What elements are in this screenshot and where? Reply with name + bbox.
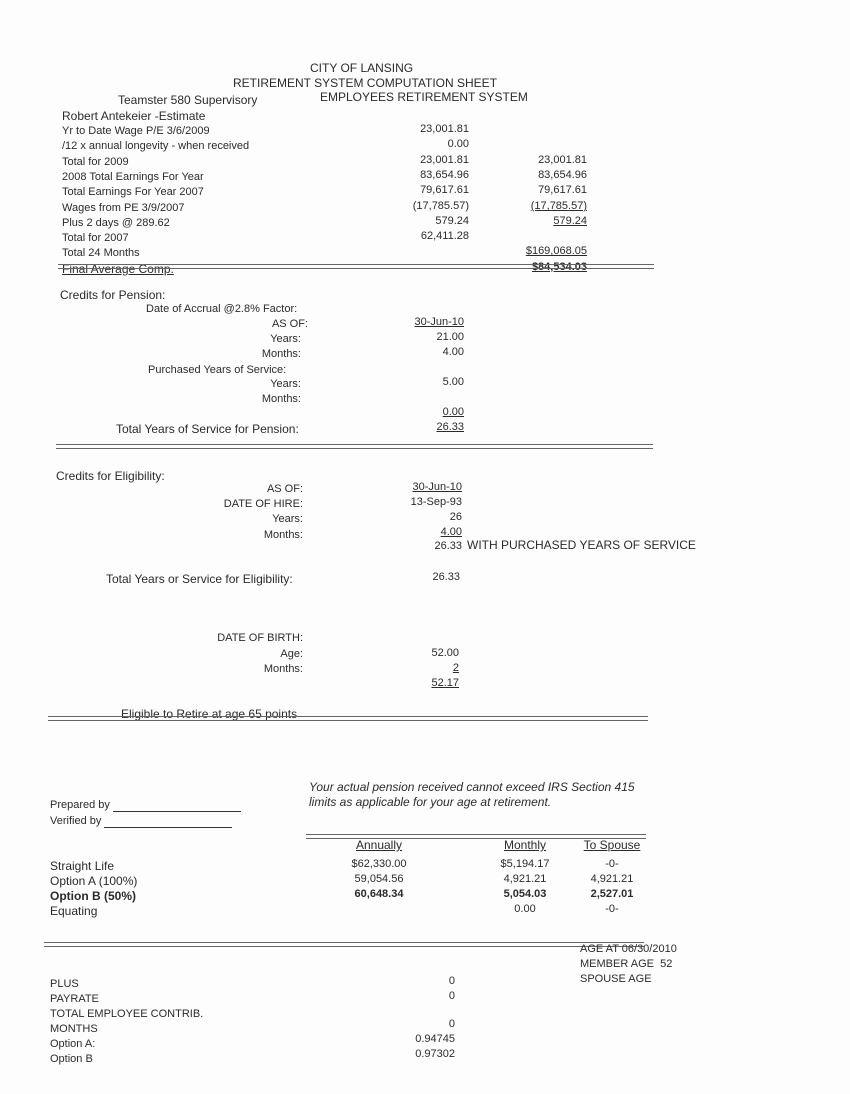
payrate-value: 0 [448,990,455,1002]
option-annual: $62,330.00 [351,858,407,870]
option-b-factor-label: Option B [50,1053,93,1065]
pension-years-label: Years: [270,333,301,345]
earnings-col2: $169,068.05 [525,245,587,257]
age-months-label: Months: [263,663,303,675]
earnings-col2: 83,654.96 [538,169,587,181]
dob-label: DATE OF BIRTH: [217,632,303,644]
divider [44,942,644,947]
earnings-label: Plus 2 days @ 289.62 [62,217,170,229]
option-label: Option B (50%) [50,889,136,903]
options-header: To Spouse [583,838,641,852]
option-label: Straight Life [50,859,115,873]
earnings-col2: $84,534.03 [531,261,587,273]
eligibility-heading: Credits for Eligibility: [56,469,165,483]
pension-months: 4.00 [442,346,464,358]
divider [56,444,653,449]
prepared-by-label: Prepared by [50,799,110,811]
hire-label: DATE OF HIRE: [223,498,303,510]
option-spouse: -0- [605,903,619,915]
elig-with-purchased: 26.33 [434,540,462,552]
employee-name: Robert Antekeier -Estimate [62,109,206,123]
contrib-label: TOTAL EMPLOYEE CONTRIB. [50,1008,204,1020]
elig-asof-label: AS OF: [266,483,303,495]
earnings-label: Total for 2007 [62,232,129,244]
purchased-months-label: Months: [261,393,301,405]
payrate-label: PAYRATE [50,993,99,1005]
earnings-label: Total for 2009 [62,156,129,168]
hire-date: 13-Sep-93 [410,496,462,508]
age-months: 2 [452,662,459,674]
pension-total-label: Total Years of Service for Pension: [116,422,299,436]
option-monthly: 4,921.21 [503,873,547,885]
pension-asof: 30-Jun-10 [414,316,464,328]
option-annual: 60,648.34 [354,888,404,900]
pension-total: 26.33 [436,421,464,433]
member-age-value: 52 [660,958,673,970]
member-age [580,958,672,971]
earnings-label: /12 x annual longevity - when received [62,140,250,152]
option-annual: 59,054.56 [354,873,404,885]
irs-notice-line1: Your actual pension received cannot exceed IRS Section 415 [309,780,635,794]
option-label: Option A (100%) [50,874,138,888]
age-label: Age: [280,648,303,660]
group-name: Teamster 580 Supervisory [118,93,258,107]
options-header: Monthly [503,838,547,852]
earnings-label: 2008 Total Earnings For Year [62,171,204,183]
elig-years: 26 [449,511,462,523]
option-a-factor-label: Option A: [50,1038,96,1050]
options-header: Annually [355,838,403,852]
option-spouse: 4,921.21 [590,873,634,885]
plus-value: 0 [448,975,455,987]
months-label: MONTHS [50,1023,98,1035]
earnings-col2: 23,001.81 [538,154,587,166]
earnings-label: Total Earnings For Year 2007 [62,186,204,198]
earnings-label: Final Average Comp. [62,262,174,276]
earnings-col1: 0.00 [447,138,469,150]
age-value: 52.00 [431,647,459,659]
elig-total-label: Total Years or Service for Eligibility: [106,572,293,586]
earnings-col1: (17,785.57) [412,200,469,212]
earnings-col2: 79,617.61 [538,184,587,196]
elig-total: 26.33 [432,571,460,583]
spouse-age-label: SPOUSE AGE [580,973,652,985]
purchased-years: 5.00 [442,376,464,388]
accrual-label: Date of Accrual @2.8% Factor: [146,303,298,315]
sheet-title: RETIREMENT SYSTEM COMPUTATION SHEET [233,76,498,90]
verified-by-label: Verified by [50,815,102,827]
member-age-label: MEMBER AGE [580,958,654,970]
pension-heading: Credits for Pension: [60,288,166,302]
verified-by-line [104,817,232,828]
option-a-factor: 0.94745 [415,1033,455,1045]
retire-note: Eligible to Retire at age 65 points [121,707,298,721]
divider [48,716,648,721]
prepared-by [50,799,241,812]
city-title: CITY OF LANSING [310,61,414,75]
earnings-col1: 79,617.61 [420,184,469,196]
earnings-col1: 23,001.81 [420,154,469,166]
earnings-col1: 83,654.96 [420,169,469,181]
earnings-label: Wages from PE 3/9/2007 [62,202,185,214]
age-at-date: AGE AT 06/30/2010 [580,943,677,955]
earnings-col1: 579.24 [435,215,469,227]
elig-asof: 30-Jun-10 [412,481,462,493]
months-value: 0 [448,1018,455,1030]
purchased-years-label: Years: [270,378,301,390]
earnings-col1: 62,411.28 [420,230,469,242]
elig-with-purchased-note: WITH PURCHASED YEARS OF SERVICE [467,538,696,552]
plus-label: PLUS [50,978,79,990]
earnings-label: Yr to Date Wage P/E 3/6/2009 [62,125,210,137]
system-name: EMPLOYEES RETIREMENT SYSTEM [320,90,528,104]
age-total: 52.17 [431,677,459,689]
earnings-col2: 579.24 [553,215,587,227]
purchased-label: Purchased Years of Service: [148,364,287,376]
option-monthly: 0.00 [514,903,536,915]
elig-months-label: Months: [263,529,303,541]
option-label: Equating [50,904,98,918]
pension-years: 21.00 [436,331,464,343]
earnings-label: Total 24 Months [62,247,140,259]
elig-months: 4.00 [440,526,462,538]
divider [58,264,654,269]
purchased-months: 0.00 [442,406,464,418]
option-spouse: -0- [605,858,619,870]
option-b-factor: 0.97302 [415,1048,455,1060]
option-monthly: 5,054.03 [503,888,547,900]
option-monthly: $5,194.17 [500,858,550,870]
irs-notice-line2: limits as applicable for your age at retirement. [309,795,552,809]
pension-asof-label: AS OF: [271,318,308,330]
option-spouse: 2,527.01 [590,888,634,900]
verified-by [50,815,232,828]
earnings-col2: (17,785.57) [530,200,587,212]
elig-years-label: Years: [272,513,303,525]
pension-months-label: Months: [261,348,301,360]
earnings-col1: 23,001.81 [420,123,469,135]
prepared-by-line [113,801,241,812]
